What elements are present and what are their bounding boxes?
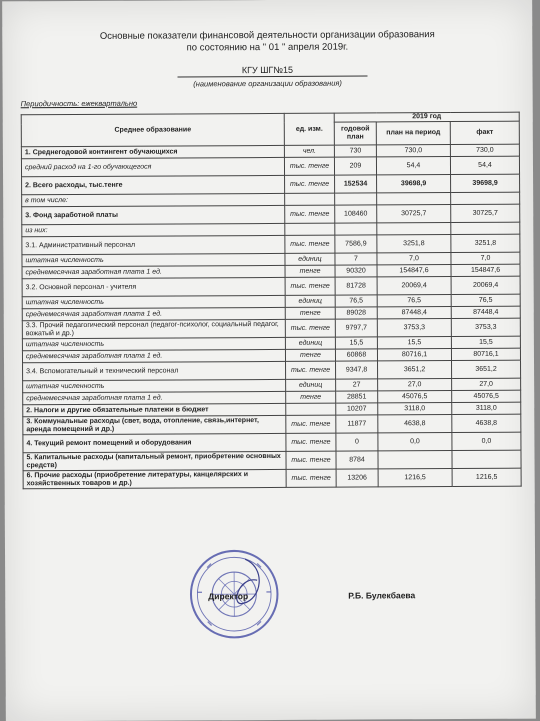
row-annual-plan-cell: 7586,9	[335, 235, 377, 253]
document-title-line2: по состоянию на " 01 " апреля 2019г.	[2, 41, 532, 56]
row-name-cell: 3. Коммунальные расходы (свет, вода, отопление, связь,интернет, аренда помещений и др.)	[23, 415, 286, 434]
organization-caption: (наименование организации образования)	[3, 77, 533, 92]
row-unit-cell: тыс. тенге	[285, 319, 335, 337]
row-annual-plan-cell: 108460	[335, 205, 377, 223]
row-name-cell: из них:	[22, 223, 285, 236]
row-period-plan-cell: 3651,2	[378, 361, 452, 379]
row-fact-cell: 76,5	[451, 294, 520, 306]
row-period-plan-cell	[377, 193, 451, 205]
row-unit-cell	[286, 403, 336, 415]
row-period-plan-cell: 30725,7	[377, 205, 451, 223]
header-fact: факт	[450, 121, 519, 144]
row-annual-plan-cell: 15,5	[335, 337, 377, 349]
row-unit-cell	[285, 223, 335, 235]
row-annual-plan-cell: 90320	[335, 265, 377, 277]
row-period-plan-cell: 154847,6	[377, 265, 451, 277]
row-name-cell: штатная численность	[22, 295, 285, 308]
row-unit-cell: единиц	[286, 379, 336, 391]
row-annual-plan-cell: 13206	[336, 469, 378, 487]
row-annual-plan-cell: 81728	[335, 277, 377, 295]
row-annual-plan-cell	[335, 193, 377, 205]
row-annual-plan-cell: 209	[334, 157, 376, 175]
row-name-cell: среднемесячная заработная плата 1 ед.	[22, 265, 285, 278]
row-unit-cell: тыс. тенге	[285, 277, 335, 295]
row-fact-cell: 154847,6	[451, 264, 520, 276]
row-name-cell: 3.4. Вспомогательный и технический персонал	[23, 361, 286, 380]
row-unit-cell: тыс. тенге	[286, 415, 336, 433]
row-fact-cell: 730,0	[450, 144, 519, 156]
row-period-plan-cell: 0,0	[378, 433, 452, 451]
table-body	[21, 144, 521, 489]
row-period-plan-cell: 3118,0	[378, 403, 452, 415]
row-period-plan-cell: 7,0	[377, 253, 451, 265]
row-name-cell: штатная численность	[22, 253, 285, 266]
header-unit: ед. изм.	[284, 113, 334, 145]
row-unit-cell: единиц	[285, 337, 335, 349]
row-fact-cell	[451, 192, 520, 204]
row-unit-cell: тыс. тенге	[286, 451, 336, 469]
row-annual-plan-cell: 76,5	[335, 295, 377, 307]
organization-name: КГУ ШГ№15	[2, 63, 532, 78]
row-name-cell: штатная численность	[23, 379, 286, 392]
row-annual-plan-cell: 730	[334, 145, 376, 157]
row-fact-cell: 7,0	[451, 252, 520, 264]
row-fact-cell: 30725,7	[451, 204, 520, 222]
row-unit-cell: единиц	[285, 295, 335, 307]
row-name-cell: 2. Всего расходы, тыс.тенге	[22, 175, 285, 194]
row-name-cell: 1. Среднегодовой контингент обучающихся	[21, 145, 284, 158]
row-fact-cell: 3651,2	[452, 360, 521, 378]
row-period-plan-cell: 80716,1	[377, 349, 451, 361]
header-category: Среднее образование	[21, 113, 284, 146]
header-annual-plan: годовой план	[334, 122, 376, 145]
header-period-plan: план на период	[376, 122, 450, 145]
row-period-plan-cell: 20069,4	[377, 277, 451, 295]
row-fact-cell: 1216,5	[452, 468, 521, 486]
row-fact-cell: 0,0	[452, 432, 521, 450]
row-fact-cell: 15,5	[451, 336, 520, 348]
row-period-plan-cell: 27,0	[378, 379, 452, 391]
row-fact-cell	[451, 222, 520, 234]
row-annual-plan-cell: 152534	[335, 175, 377, 193]
row-name-cell: штатная численность	[22, 337, 285, 350]
row-annual-plan-cell: 27	[336, 379, 378, 391]
row-annual-plan-cell: 7	[335, 253, 377, 265]
periodicity-label: Периодичность: ежеквартально	[21, 99, 138, 109]
row-annual-plan-cell	[335, 223, 377, 235]
row-name-cell: 3.2. Основной персонал - учителя	[22, 277, 285, 296]
row-period-plan-cell	[377, 223, 451, 235]
row-name-cell: в том числе:	[22, 193, 285, 206]
row-name-cell: среднемесячная заработная плата 1 ед.	[22, 349, 285, 362]
row-unit-cell: чел.	[284, 145, 334, 157]
row-fact-cell: 39698,9	[451, 174, 520, 192]
row-annual-plan-cell: 89028	[335, 307, 377, 319]
row-fact-cell: 4638,8	[452, 414, 521, 432]
row-fact-cell	[452, 450, 521, 468]
row-annual-plan-cell: 9797,7	[335, 319, 377, 337]
row-name-cell: среднемесячная заработная плата 1 ед.	[23, 391, 286, 404]
row-fact-cell: 20069,4	[451, 276, 520, 294]
director-name: Р.Б. Булекбаева	[348, 590, 415, 600]
row-fact-cell: 3753,3	[451, 318, 520, 336]
row-annual-plan-cell: 60868	[335, 349, 377, 361]
director-label: Директор	[208, 591, 248, 601]
row-period-plan-cell: 3753,3	[377, 319, 451, 337]
row-name-cell: 3.1. Административный персонал	[22, 235, 285, 254]
document-title-line1: Основные показатели финансовой деятельности организации образования	[2, 29, 532, 44]
table-row	[23, 468, 521, 489]
row-period-plan-cell: 15,5	[377, 337, 451, 349]
row-period-plan-cell: 54,4	[376, 157, 450, 175]
row-period-plan-cell: 1216,5	[378, 469, 452, 487]
row-period-plan-cell: 76,5	[377, 295, 451, 307]
row-unit-cell: тыс. тенге	[285, 205, 335, 223]
row-unit-cell: тенге	[285, 265, 335, 277]
row-unit-cell: тыс. тенге	[285, 235, 335, 253]
row-name-cell: 2. Налоги и другие обязательные платежи в бюджет	[23, 403, 286, 416]
row-period-plan-cell: 730,0	[376, 145, 450, 157]
row-unit-cell: тенге	[286, 391, 336, 403]
row-name-cell: 5. Капитальные расходы (капитальный ремонт, приобретение основных средств)	[23, 451, 286, 470]
document-page	[2, 0, 536, 721]
row-unit-cell: тенге	[285, 349, 335, 361]
row-name-cell: среднемесячная заработная плата 1 ед.	[22, 307, 285, 320]
row-annual-plan-cell: 11877	[336, 415, 378, 433]
row-period-plan-cell: 87448,4	[377, 307, 451, 319]
row-period-plan-cell	[378, 451, 452, 469]
row-period-plan-cell: 45076,5	[378, 391, 452, 403]
row-period-plan-cell: 4638,8	[378, 415, 452, 433]
row-fact-cell: 45076,5	[452, 390, 521, 402]
row-fact-cell: 54,4	[450, 156, 519, 174]
row-name-cell: 6. Прочие расходы (приобретение литературы, канцелярских и хозяйственных товаров и др.)	[23, 469, 286, 488]
row-fact-cell: 27,0	[452, 378, 521, 390]
row-unit-cell: тыс. тенге	[286, 469, 336, 487]
row-name-cell: средний расход на 1-го обучающегося	[21, 157, 284, 176]
row-annual-plan-cell: 9347,8	[336, 361, 378, 379]
row-fact-cell: 80716,1	[451, 348, 520, 360]
header-year: 2019 год	[334, 112, 519, 122]
row-name-cell: 3.3. Прочий педагогический персонал (педагог-психолог, социальный педагог, вожатый и др.)	[22, 319, 285, 338]
row-unit-cell: тенге	[285, 307, 335, 319]
row-fact-cell: 3118,0	[452, 402, 521, 414]
row-unit-cell: единиц	[285, 253, 335, 265]
row-name-cell: 3. Фонд заработной платы	[22, 205, 285, 224]
row-fact-cell: 87448,4	[451, 306, 520, 318]
row-name-cell: 4. Текущий ремонт помещений и оборудования	[23, 433, 286, 452]
row-period-plan-cell: 39698,9	[377, 175, 451, 193]
row-annual-plan-cell: 28851	[336, 391, 378, 403]
row-unit-cell: тыс. тенге	[284, 157, 334, 175]
row-unit-cell	[285, 193, 335, 205]
row-unit-cell: тыс. тенге	[286, 361, 336, 379]
row-annual-plan-cell: 10207	[336, 403, 378, 415]
row-period-plan-cell: 3251,8	[377, 235, 451, 253]
financial-indicators-table	[21, 112, 522, 490]
row-unit-cell: тыс. тенге	[285, 175, 335, 193]
row-fact-cell: 3251,8	[451, 234, 520, 252]
row-annual-plan-cell: 8784	[336, 451, 378, 469]
row-annual-plan-cell: 0	[336, 433, 378, 451]
row-unit-cell: тыс. тенге	[286, 433, 336, 451]
